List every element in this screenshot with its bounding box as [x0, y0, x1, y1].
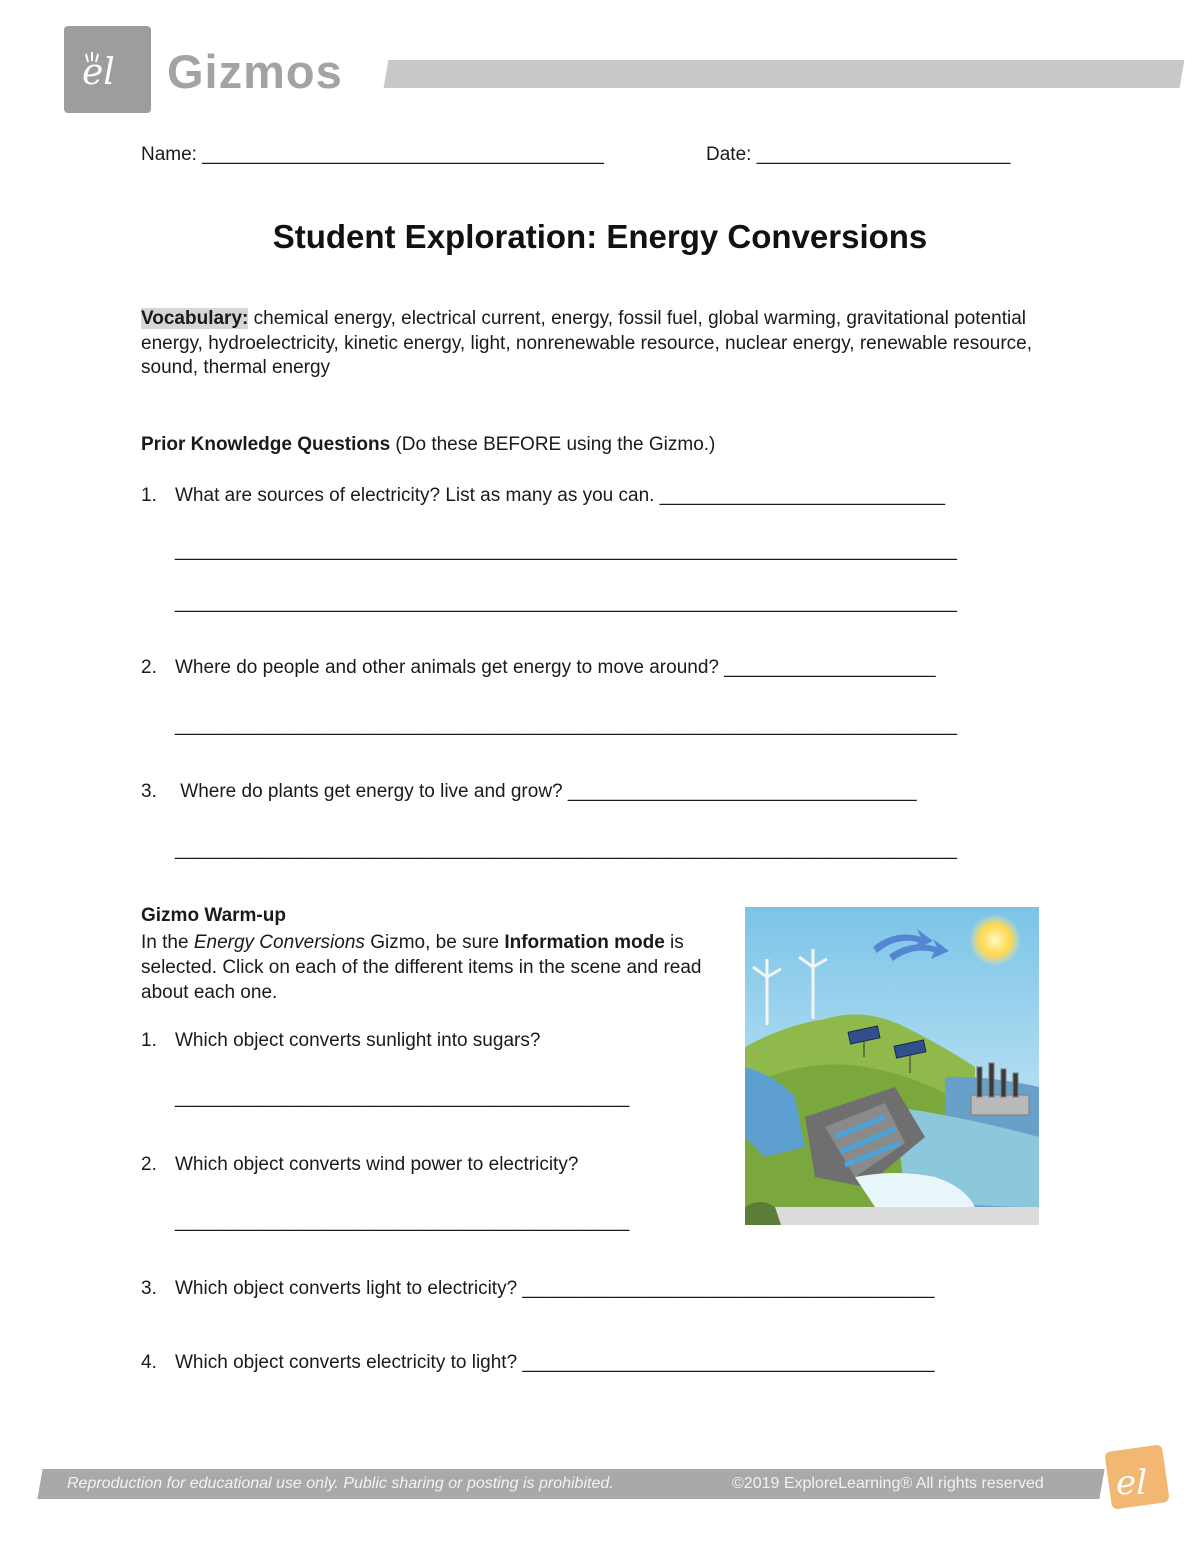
information-mode-label: Information mode [504, 932, 665, 953]
question-number: 4. [141, 1352, 157, 1373]
question-text: Which object converts wind power to electricity? [175, 1154, 579, 1175]
sun-icon [969, 914, 1021, 966]
warmup-heading: Gizmo Warm-up [141, 905, 286, 926]
header-bar [384, 60, 1185, 88]
question-number: 2. [141, 1154, 157, 1175]
question-text: Which object converts sunlight into sugars? [175, 1030, 541, 1051]
answer-line[interactable]: __________________________________________________________________________ [175, 839, 957, 860]
svg-text:el: el [1116, 1463, 1147, 1503]
question-item [141, 780, 917, 804]
gizmo-name: Energy Conversions [193, 932, 365, 953]
energy-scene-illustration [745, 907, 1039, 1225]
question-item [141, 1277, 935, 1301]
vocabulary-terms: chemical energy, electrical current, energy, fossil fuel, global warming, gravitational potential energy, hydroelectricity, kinetic energy, light, nonrenewable resource, nuclear energy, renewable resource, sound, thermal energy [141, 308, 1033, 378]
answer-line[interactable]: __________________________________________________________________________ [175, 540, 957, 561]
answer-line[interactable]: __________________________________________________________________________ [175, 715, 957, 736]
prior-knowledge-title: Prior Knowledge Questions [141, 434, 391, 455]
question-number: 1. [141, 1030, 157, 1051]
question-item [141, 1029, 540, 1053]
question-text[interactable]: Which object converts electricity to light? _______________________________________ [175, 1352, 935, 1373]
svg-text:el: el [82, 52, 115, 92]
question-item [141, 484, 945, 508]
question-number: 1. [141, 485, 157, 506]
date-field[interactable]: Date: ________________________ [706, 144, 1011, 165]
vocabulary-paragraph [141, 307, 1071, 381]
vocabulary-label: Vocabulary: [141, 308, 249, 329]
question-text[interactable]: Where do plants get energy to live and grow? _________________________________ [175, 781, 917, 802]
warmup-intro-text: is selected. Click on each of the different items in the scene and read about each one. [141, 932, 702, 1003]
question-text[interactable]: Which object converts light to electricity? _______________________________________ [175, 1278, 935, 1299]
question-number: 3. [141, 1278, 157, 1299]
answer-line[interactable]: __________________________________________________________________________ [175, 592, 957, 613]
question-item [141, 656, 936, 680]
prior-knowledge-note: (Do these BEFORE using the Gizmo.) [390, 434, 716, 455]
question-text[interactable]: Where do people and other animals get energy to move around? ____________________ [175, 657, 936, 678]
brand-name: Gizmos [167, 45, 343, 98]
prior-knowledge-heading [141, 433, 715, 457]
page-title: Student Exploration: Energy Conversions [272, 218, 928, 255]
question-item [141, 1351, 935, 1375]
explorelearning-footer-logo-icon [1098, 1438, 1178, 1518]
question-item [141, 1153, 578, 1177]
footer-notice: Reproduction for educational use only. Public sharing or posting is prohibited. [67, 1475, 614, 1492]
warmup-intro [141, 930, 721, 1005]
question-number: 2. [141, 657, 157, 678]
footer-copyright: ©2019 ExploreLearning® All rights reserved [732, 1475, 1044, 1492]
warmup-intro-text: In the [141, 932, 194, 953]
warmup-intro-text: Gizmo, be sure [364, 932, 505, 953]
question-number: 3. [141, 781, 157, 802]
explorelearning-logo-icon [64, 26, 151, 113]
answer-line[interactable]: ___________________________________________ [175, 1087, 630, 1108]
name-field[interactable]: Name: ______________________________________ [141, 144, 604, 165]
answer-line[interactable]: ___________________________________________ [175, 1211, 630, 1232]
question-text[interactable]: What are sources of electricity? List as many as you can. ___________________________ [175, 485, 946, 506]
